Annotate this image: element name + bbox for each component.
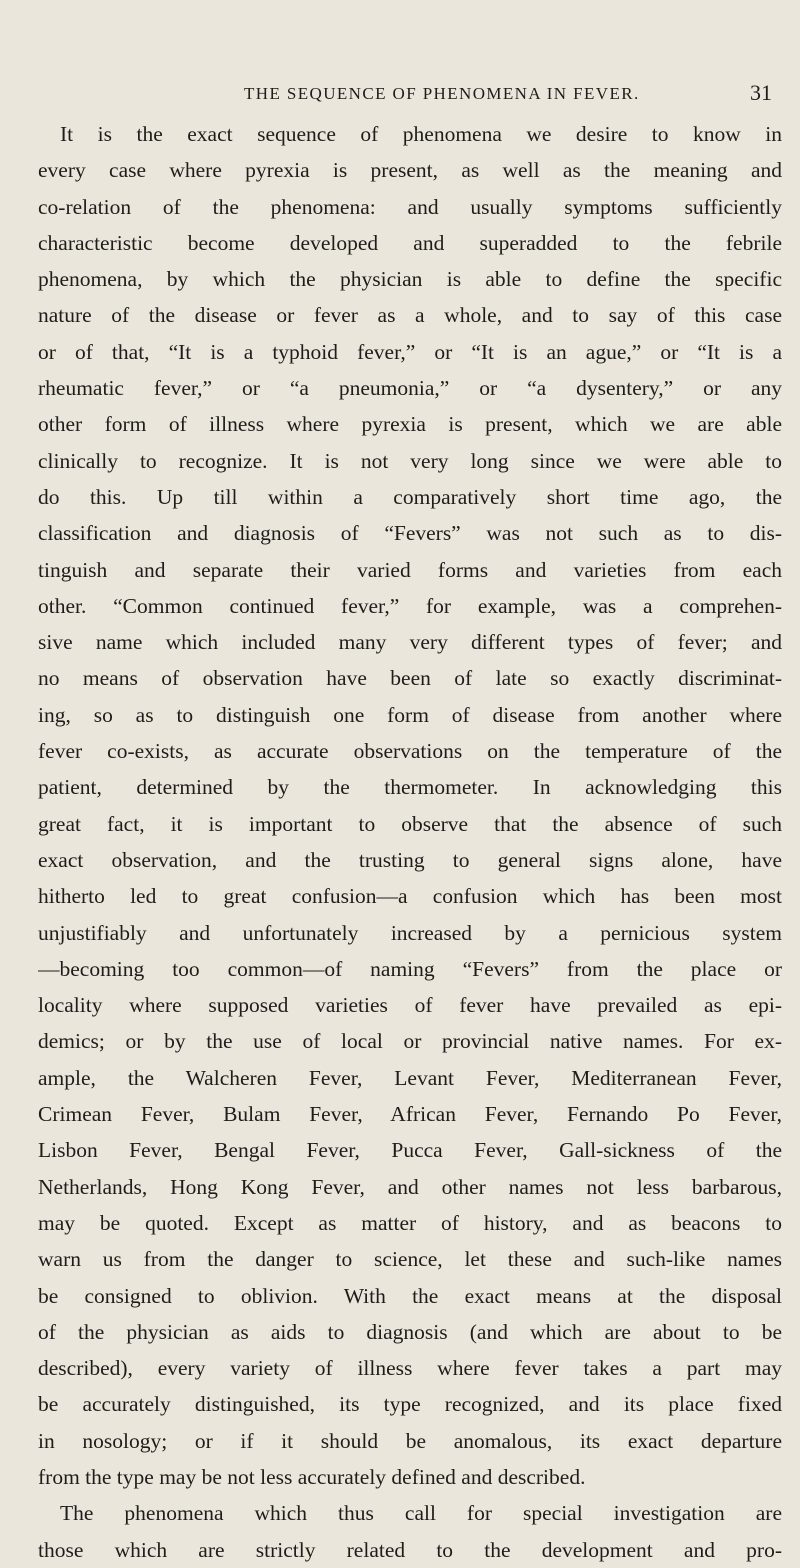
text-line: clinically to recognize. It is not very long since we were able to: [38, 448, 782, 473]
page-number: 31: [750, 80, 772, 105]
text-line: or of that, “It is a typhoid fever,” or “It is an ague,” or “It is a: [38, 339, 782, 364]
text-line: warn us from the danger to science, let these and such-like names: [38, 1247, 782, 1272]
text-line: described), every variety of illness where fever takes a part may: [38, 1356, 782, 1381]
text-line: characteristic become developed and superadded to the febrile: [38, 230, 782, 255]
text-line: patient, determined by the thermometer. In acknowledging this: [38, 775, 782, 800]
running-title: THE SEQUENCE OF PHENOMENA IN FEVER.: [244, 84, 640, 103]
text-line: be consigned to oblivion. With the exact means at the disposal: [38, 1283, 782, 1308]
text-line: demics; or by the use of local or provincial native names. For ex-: [38, 1029, 782, 1054]
text-line: hitherto led to great confusion—a confusion which has been most: [38, 884, 782, 909]
text-line: tinguish and separate their varied forms and varieties from each: [38, 557, 782, 582]
text-line: co-relation of the phenomena: and usually symptoms sufficiently: [38, 194, 782, 219]
text-line: ing, so as to distinguish one form of disease from another where: [38, 702, 782, 727]
body-text: [38, 116, 782, 1568]
text-line: other. “Common continued fever,” for example, was a comprehen-: [38, 593, 782, 618]
text-line: Netherlands, Hong Kong Fever, and other names not less barbarous,: [38, 1174, 782, 1199]
text-line: other form of illness where pyrexia is present, which we are able: [38, 412, 782, 437]
text-line: great fact, it is important to observe that the absence of such: [38, 811, 782, 836]
text-line: exact observation, and the trusting to general signs alone, have: [38, 847, 782, 872]
text-line: no means of observation have been of late so exactly discriminat-: [38, 666, 782, 691]
text-line: It is the exact sequence of phenomena we desire to know in: [60, 122, 782, 146]
text-line: in nosology; or if it should be anomalous, its exact departure: [38, 1428, 782, 1453]
text-line: —becoming too common—of naming “Fevers” from the place or: [38, 956, 782, 981]
text-line: nature of the disease or fever as a whole, and to say of this case: [38, 303, 782, 328]
text-line: may be quoted. Except as matter of history, and as beacons to: [38, 1210, 782, 1235]
text-line: sive name which included many very different types of fever; and: [38, 630, 782, 655]
text-line: phenomena, by which the physician is able to define the specific: [38, 267, 782, 292]
text-line: classification and diagnosis of “Fevers” was not such as to dis-: [38, 521, 782, 546]
text-line: The phenomena which thus call for special investigation are: [60, 1501, 782, 1526]
text-line: fever co-exists, as accurate observations on the temperature of the: [38, 739, 782, 764]
text-line: unjustifiably and unfortunately increased by a pernicious system: [38, 920, 782, 945]
text-line: be accurately distinguished, its type recognized, and its place fixed: [38, 1392, 782, 1417]
text-line: ample, the Walcheren Fever, Levant Fever, Mediterranean Fever,: [38, 1065, 782, 1090]
text-line: every case where pyrexia is present, as well as the meaning and: [38, 158, 782, 183]
text-line: do this. Up till within a comparatively short time ago, the: [38, 484, 782, 509]
text-line: those which are strictly related to the development and pro-: [38, 1537, 782, 1562]
text-line: rheumatic fever,” or “a pneumonia,” or “a dysentery,” or any: [38, 376, 782, 401]
text-line: Lisbon Fever, Bengal Fever, Pucca Fever, Gall-sickness of the: [38, 1138, 782, 1163]
text-line: from the type may be not less accurately defined and described.: [38, 1464, 586, 1489]
text-line: of the physician as aids to diagnosis (and which are about to be: [38, 1319, 782, 1344]
text-line: Crimean Fever, Bulam Fever, African Fever, Fernando Po Fever,: [38, 1102, 782, 1127]
text-line: locality where supposed varieties of fever have prevailed as epi-: [38, 993, 782, 1018]
